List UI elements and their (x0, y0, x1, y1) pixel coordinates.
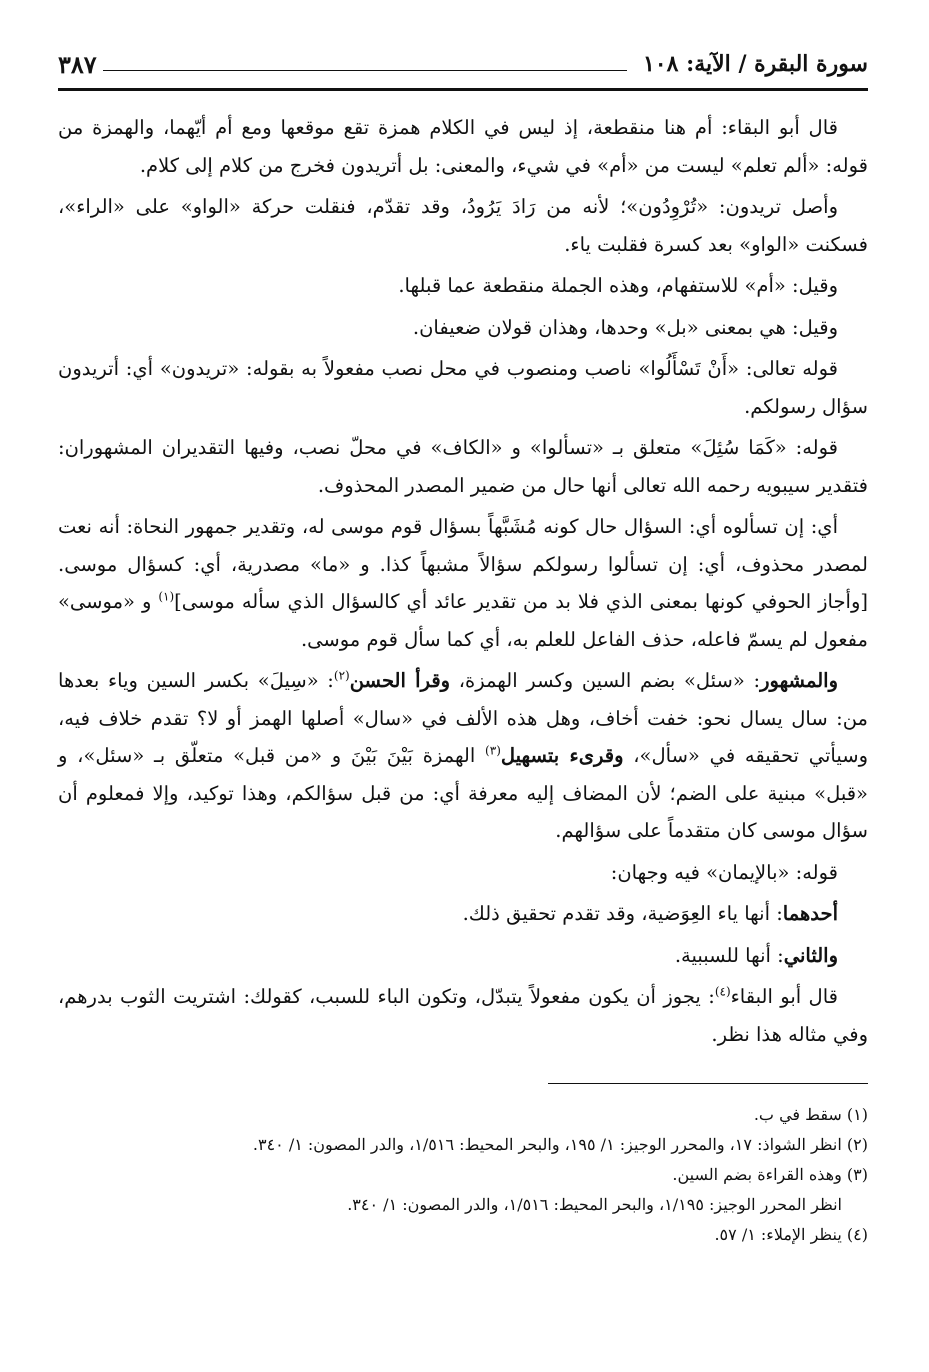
footnote: (٣) وهذه القراءة بضم السين. (672, 1165, 868, 1184)
header-leader-line (103, 70, 627, 71)
text-run: و «موسى» مفعول لم يسمّ فاعله، حذف الفاعل للعلم به، أي كما سأل قوم موسى. (58, 590, 868, 651)
bold-term: أحدهما (782, 902, 838, 925)
header-title: سورة البقرة / الآية: ١٠٨ (642, 51, 868, 77)
footnote-continuation: انظر المحرر الوجيز: ١/١٩٥، والبحر المحيط: ١/٥١٦، والدر المصون: ١/ ٣٤٠. (347, 1195, 842, 1214)
paragraph (58, 662, 868, 850)
text-run: : يجوز أن يكون مفعولاً يتبدّل، وتكون الباء للسبب، كقولك: اشتريت الثوب بدرهم، وفي مثاله هذا نظر. (58, 985, 868, 1046)
main-text (58, 109, 868, 1053)
footnote-ref[interactable]: (٢) (333, 668, 350, 683)
running-header (58, 40, 868, 91)
footnote: (١) سقط في ب. (753, 1105, 868, 1124)
paragraph (58, 978, 868, 1053)
text-run: : أنها للسببية. (674, 943, 784, 967)
footnote: (٢) انظر الشواذ: ١٧، والمحرر الوجيز: ١/ ١٩٥، والبحر المحيط: ١/٥١٦، والدر المصون: ١/ ٣٤٠. (252, 1135, 868, 1154)
paragraph: قوله تعالى: «أَنْ تَسْأَلُوا» ناصب ومنصوب في محل نصب مفعولاً به بقوله: «تريدون» أي: أتريدون سؤال رسولكم. (58, 357, 868, 418)
paragraph: وقيل: «أم» للاستفهام، وهذه الجملة منقطعة عما قبلها. (398, 274, 838, 297)
text-run: أي: إن تسألوه أي: السؤال حال كونه مُشَبَّهاً بسؤال قوم موسى له، وتقدير جمهور النحاة: أنه نعت لمصدر محذوف، أي: إن تسألوا رسولكم سؤالاً مشبهاً كذا. و «ما» مصدرية، أي: كسؤال موسى. [وأجاز الحوفي كونها بمعنى الذي فلا بد من تقدير عائد أي كالسؤال الذي سأله موسى] (58, 515, 868, 613)
book-page (58, 40, 868, 1340)
bold-term: والثاني (783, 943, 838, 967)
footnote-ref[interactable]: (١) (158, 589, 175, 604)
bold-term: والمشهور (760, 669, 839, 692)
paragraph (58, 937, 868, 975)
footnote-ref[interactable]: (٣) (485, 743, 501, 758)
paragraph: قوله: «كَمَا سُئِلَ» متعلق بـ «تسألوا» و «الكاف» في محلّ نصب، وفيها التقديران المشهوران: فتقدير سيبويه رحمه الله تعالى أنها حال من ضمير المصدر المحذوف. (58, 436, 868, 497)
text-run: قال أبو البقاء (730, 985, 838, 1008)
footnote-separator (548, 1083, 868, 1084)
paragraph: وقيل: هي بمعنى «بل» وحدها، وهذان قولان ضعيفان. (412, 315, 838, 339)
footnote-ref[interactable]: (٤) (714, 984, 731, 999)
paragraph: قوله: «بالإيمان» فيه وجهان: (610, 860, 838, 884)
bold-term: وقرأ الحسن (349, 669, 451, 692)
paragraph (58, 895, 868, 933)
paragraph: وأصل تريدون: «تُرْوِدُون»؛ لأنه من رَادَ يَرُودُ، وقد تقدّم، فنقلت حركة «الواو» على «الراء»، فسكنت «الواو» بعد كسرة فقلبت ياء. (58, 195, 868, 256)
footnotes (58, 1100, 868, 1250)
page-number: ٣٨٧ (58, 49, 97, 79)
text-run: : أنها ياء العِوَضية، وقد تقدم تحقيق ذلك. (462, 902, 783, 925)
text-run: الهمزة بَيْنَ بَيْنَ و «من قبل» متعلّق بـ «سئل»، و «قبل» مبنية على الضم؛ لأن المضاف إليه معرفة أي: من قبل سؤالكم، وهذا توكيد، وإلا فمعلوم أن سؤال موسى كان متقدماً على سؤالهم. (58, 744, 868, 842)
footnote: (٤) ينظر الإملاء: ١/ ٥٧. (714, 1225, 868, 1244)
bold-term: وقرىء بتسهيل (500, 744, 624, 767)
paragraph (58, 508, 868, 658)
paragraph: قال أبو البقاء: أم هنا منقطعة، إذ ليس في الكلام همزة تقع موقعها ومع أم أيّهما، والهمزة من قوله: «ألم تعلم» ليست من «أم» في شيء، والمعنى: بل أتريدون فخرج من كلام إلى كلام. (58, 116, 868, 177)
text-run: : «سِيلَ» بكسر السين وياء بعدها من: سال يسال نحو: خفت أخاف، وهل هذه الألف في «سال» أصلها الهمز أو لا؟ تقدم خلاف فيه، وسيأتي تحقيقه في «سأل»، (58, 669, 868, 767)
text-run: : «سئل» بضم السين وكسر الهمزة، (450, 669, 761, 692)
